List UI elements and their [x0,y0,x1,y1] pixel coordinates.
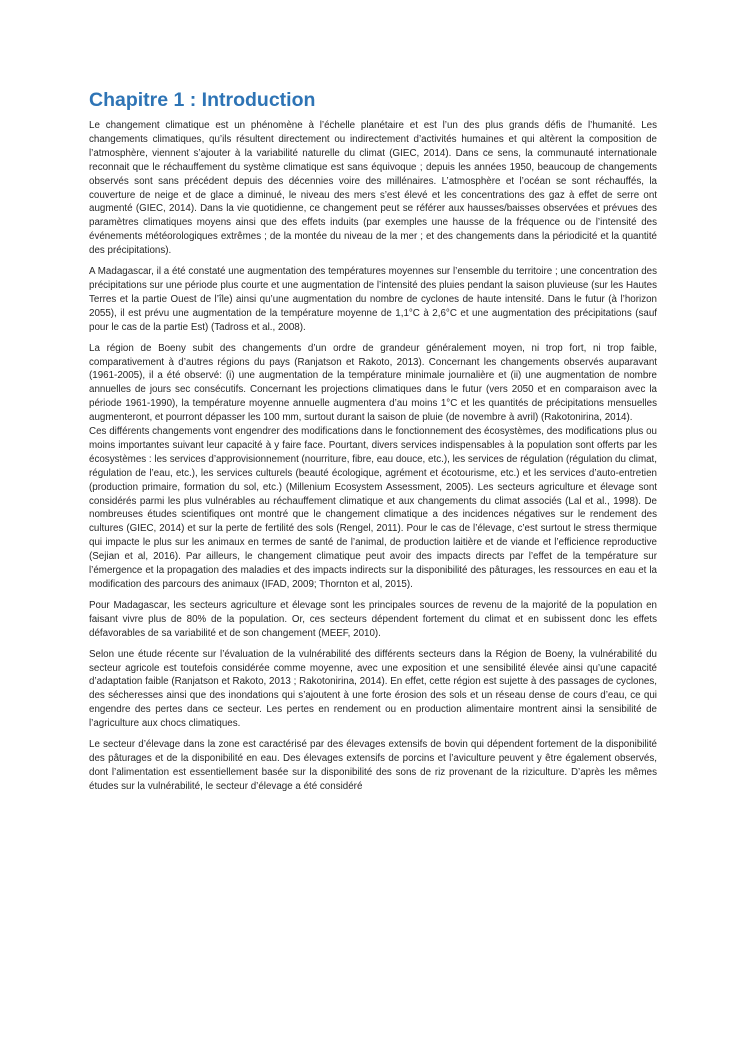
paragraph-madagascar-agriculture: Pour Madagascar, les secteurs agriculture et élevage sont les principales sources de revenu de la majorité de la population en faisant vivre plus de 80% de la population. Or, ces secteurs dépendent fortement du climat et en subissent donc les effets défavorables de sa variabilité et de son changement (MEEF, 2010). [89,599,657,639]
paragraph-climate-change: Le changement climatique est un phénomène à l’échelle planétaire et est l’un des plus grands défis de l’humanité. Les changements climatiques, qu’ils résultent directement ou indirectement d’activités humaines et qui altèrent la composition de l’atmosphère, viennent s’ajouter à la variabilité naturelle du climat (GIEC, 2014). Dans ce sens, la communauté internationale reconnait que le réchauffement du système climatique est sans équivoque ; depuis les années 1950, beaucoup de changements observés sont sans précédent depuis des décennies voire des millénaires. L’atmosphère et l’océan se sont réchauffés, la couverture de neige et de glace a diminué, le niveau des mers s’est élevé et les concentrations des gaz à effet de serre ont augmenté (GIEC, 2014). Dans la vie quotidienne, ce changement peut se référer aux hausses/baisses observées et prévues des paramètres climatiques moyens ainsi que des effets induits (par exemples une hausse de la fréquence ou de l’intensité des événements météorologiques extrêmes ; de la montée du niveau de la mer ; et des changements dans la périodicité et la quantité des précipitations). [89,120,657,257]
chapter-heading: Chapitre 1 : Introduction [89,89,316,111]
paragraph-madagascar: A Madagascar, il a été constaté une augmentation des températures moyennes sur l’ensemble du territoire ; une concentration des précipitations sur une période plus courte et une augmentation de l’intensité des pluies pendant la saison pluvieuse (sur les Hautes Terres et la partie Ouest de l’île) ainsi qu’une augmentation du nombre de cyclones de haute intensité. Dans le futur (à l’horizon 2055), il est prévu une augmentation de la température moyenne de 1,1°C à 2,6°C et une augmentation des précipitations (sauf pour le cas de la partie Est) (Tadross et al., 2008). [89,266,657,333]
paragraph-ecosystems: Ces différents changements vont engendrer des modifications dans le fonctionnement des écosystèmes, des modifications plus ou moins importantes suivant leur capacité à y faire face. Pourtant, divers services indispensables à la population sont offerts par les écosystèmes : les services d’approvisionnement (nourriture, fibre, eau douce, etc.), les services de régulation (régulation du climat, régulation de l’eau, etc.), les services culturels (beauté écologique, agrément et écotourisme, etc.) et les services d’auto-entretien (production primaire, formation du sol, etc.) (Millenium Ecosystem Assessment, 2005). Les secteurs agriculture et élevage sont considérés parmi les plus vulnérables au réchauffement climatique et aux changements du climat associés (Lal et al., 1998). De nombreuses études scientifiques ont montré que le changement climatique a des incidences négatives sur le rendement des cultures (GIEC, 2014) et sur la perte de fertilité des sols (Rengel, 2011). Pour le cas de l’élevage, c’est surtout le stress thermique qui impacte le plus sur les animaux en termes de santé de l’animal, de production laitière et de viande et l’efficience reproductive (Sejian et al, 2016). Par ailleurs, le changement climatique peut avoir des impacts directs par l’effet de la température sur l’émergence et la propagation des maladies et des impacts indirects sur la disponibilité des pâturages, les ressources en eau et la modification des parcours des animaux (IFAD, 2009; Thornton et al, 2015). [89,426,657,590]
paragraph-livestock: Le secteur d’élevage dans la zone est caractérisé par des élevages extensifs de bovin qui dépendent fortement de la disponibilité des pâturages et de la disponibilité en eau. Des élevages extensifs de porcins et l’aviculture peuvent y être également observés, dont l’alimentation est essentiellement basée sur la disponibilité des sons de riz provenant de la riziculture. D’après les mêmes études sur la vulnérabilité, le secteur d’élevage a été considéré [89,739,657,792]
paragraph-vulnerability: Selon une étude récente sur l’évaluation de la vulnérabilité des différents secteurs dans la Région de Boeny, la vulnérabilité du secteur agricole est toutefois considérée comme moyenne, avec une exposition et une sensibilité élevée ainsi qu’une capacité d’adaptation faible (Ranjatson et Rakoto, 2013 ; Rakotonirina, 2014). En effet, cette région est sujette à des passages de cyclones, des sécheresses ainsi que des inondations qui s’ajoutent à une forte érosion des sols et un réseau dense de cours d’eau, ce qui engendre des pertes dans ce secteur. Les pertes en rendement ou en production alimentaire montrent ainsi la sensibilité de l’agriculture aux chocs climatiques. [89,648,657,730]
paragraph-boeny-region: La région de Boeny subit des changements d’un ordre de grandeur généralement moyen, ni trop fort, ni trop faible, comparativement à d’autres régions du pays (Ranjatson et Rakoto, 2013). Concernant les changements observés auparavant (1961-2005), il a été observé: (i) une augmentation de la température minimale journalière et (ii) une augmentation de nombre annuelles de jours sec consécutifs. Concernant les projections climatiques dans le futur (vers 2050 et en comparaison avec la période 1961-1990), la température moyenne annuelle augmentera d’au moins 1°C et les quantités de précipitations mensuelles augmenteront, et pourront dépasser les 100 mm, surtout durant la saison de pluie (de novembre à avril) (Rakotonirina, 2014). [89,342,657,424]
